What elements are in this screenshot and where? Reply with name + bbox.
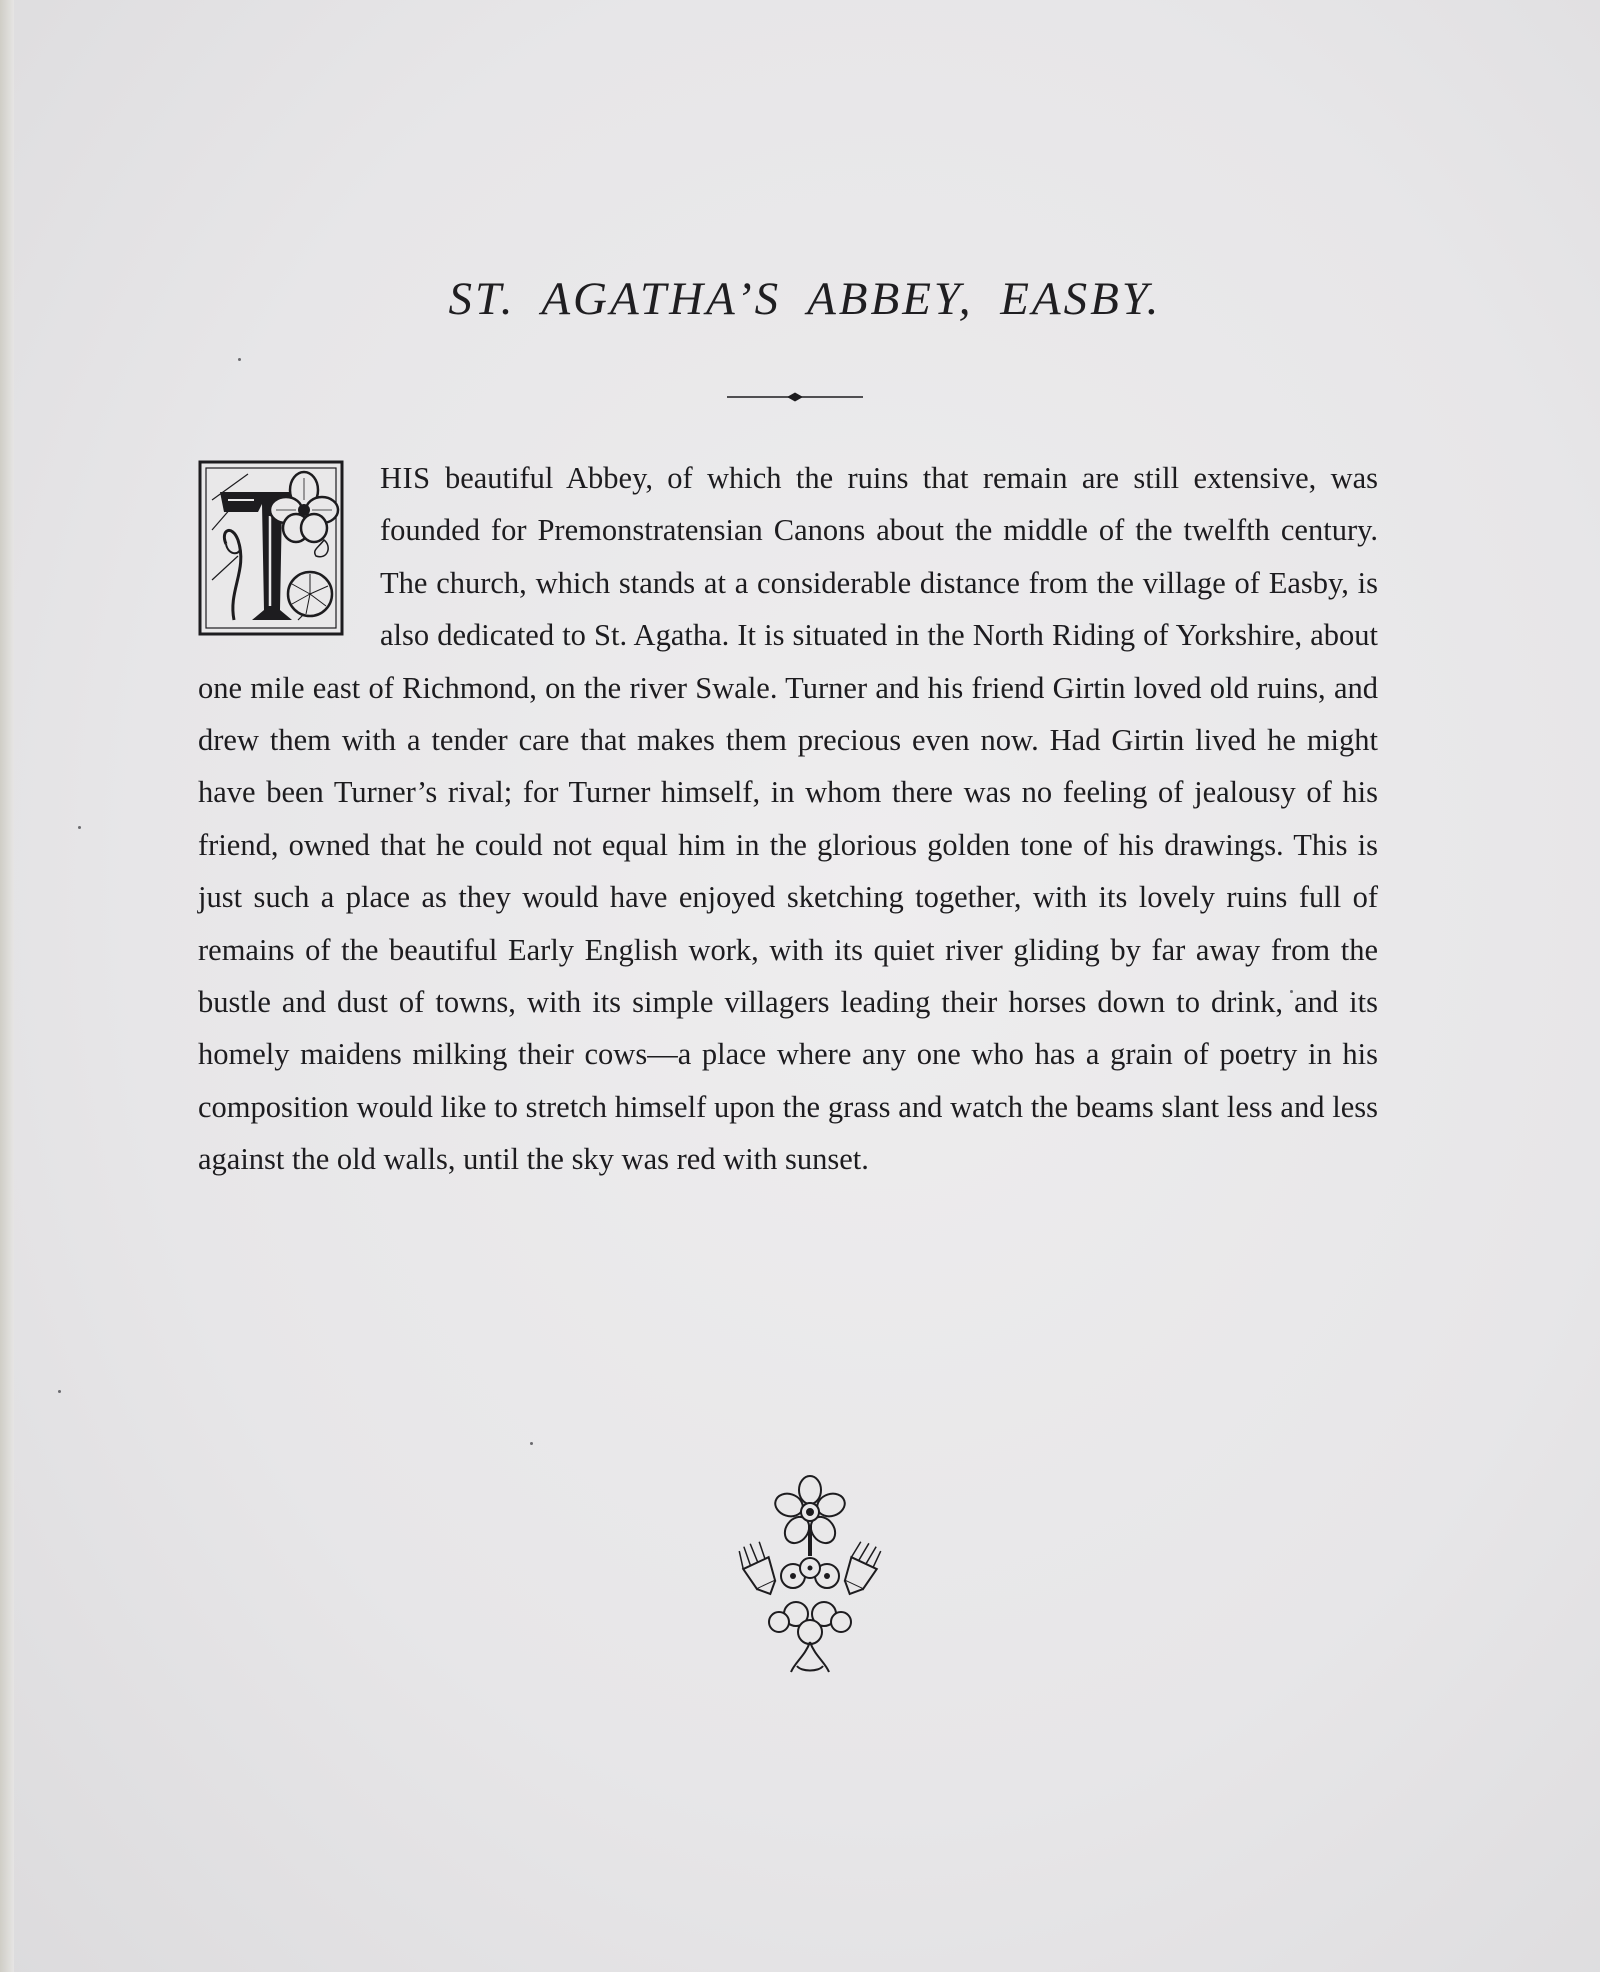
rose-thistle-shamrock-ornament-icon	[735, 1472, 885, 1678]
page-title: ST. AGATHA’S ABBEY, EASBY.	[448, 273, 1162, 325]
body-text: beautiful Abbey, of which the ruins that remain are still extensive, was founded for Premonstratensian Canons about the middle of the twelfth century. The church, which stands at a considerable distance from the village of Easby, is also dedicated to St. Agatha. It is situated in the North Riding of Yorkshire, about one mile east of Richmond, on the river Swale. Turner and his friend Girtin loved old ruins, and drew them with a tender care that makes them precious even now. Had Girtin lived he might have been Turner’s rival; for Turner himself, in whom there was no feeling of jealousy of his friend, owned that he could not equal him in the glorious golden tone of his drawings. This is just such a place as they would have enjoyed sketching together, with its lovely ruins full of remains of the beautiful Early English work, with its quiet river gliding by far away from the bustle and dust of towns, with its simple villagers leading their horses down to drink, and its homely maidens milking their cows—a place where any one who has a grain of poetry in his composition would like to stretch himself upon the grass and watch the beams slant less and less against the old walls, until the sky was red with sunset.	[198, 461, 1378, 1177]
diamond-rule-icon	[727, 392, 863, 402]
paper-speck	[530, 1442, 533, 1445]
paper-speck	[78, 826, 81, 829]
body-paragraph	[198, 452, 1378, 1186]
paper-speck	[238, 358, 241, 361]
first-word-rest: HIS	[380, 461, 431, 495]
floral-illuminated-initial-t-icon	[198, 460, 344, 636]
paper-speck	[58, 1390, 61, 1393]
